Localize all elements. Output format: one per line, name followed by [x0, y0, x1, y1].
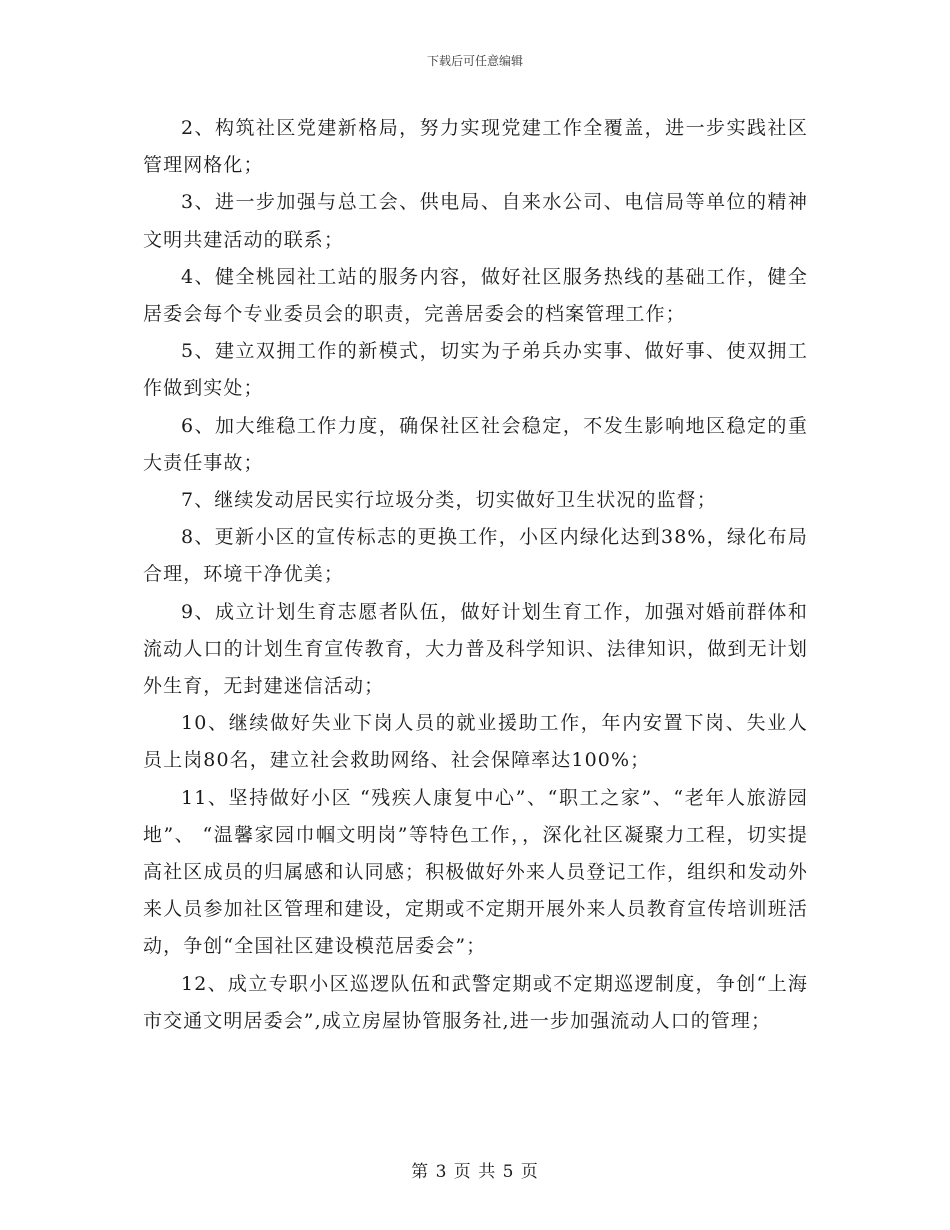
paragraph-item-12: 12、成立专职小区巡逻队伍和武警定期或不定期巡逻制度，争创“上海市交通文明居委会”,成立房屋协管服务社,进一步加强流动人口的管理；	[143, 972, 808, 1032]
paragraph-item-10: 10、继续做好失业下岗人员的就业援助工作，年内安置下岗、失业人员上岗80名，建立社会救助网络、社会保障率达100%；	[143, 712, 808, 772]
page-header: 下载后可任意编辑	[426, 54, 523, 68]
paragraph-item-11: 11、坚持做好小区 “残疾人康复中心”、“职工之家”、“老年人旅游园地”、 “温馨家园巾帼文明岗”等特色工作，，深化社区凝聚力工程，切实提高社区成员的归属感和认同感；积极做好外来人员登记工作，组织和发动外来人员参加社区管理和建设，定期或不定期开展外来人员教育宣传培训班活动，争创“全国社区建设模范居委会”；	[143, 786, 808, 958]
paragraph-item-4: 4、健全桃园社工站的服务内容，做好社区服务热线的基础工作，健全居委会每个专业委员会的职责，完善居委会的档案管理工作；	[143, 265, 808, 326]
paragraph-item-3: 3、进一步加强与总工会、供电局、自来水公司、电信局等单位的精神文明共建活动的联系；	[143, 191, 808, 251]
paragraph-item-8: 8、更新小区的宣传标志的更换工作，小区内绿化达到38%，绿化布局合理，环境干净优美；	[143, 526, 808, 586]
paragraph-item-9: 9、成立计划生育志愿者队伍，做好计划生育工作，加强对婚前群体和流动人口的计划生育宣传教育，大力普及科学知识、法律知识，做到无计划外生育，无封建迷信活动；	[143, 600, 808, 698]
paragraph-item-2: 2、构筑社区党建新格局，努力实现党建工作全覆盖，进一步实践社区管理网格化；	[143, 117, 808, 177]
page-number-footer: 第 3 页 共 5 页	[411, 1162, 539, 1182]
document-body	[143, 110, 808, 1040]
paragraph-item-7: 7、继续发动居民实行垃圾分类，切实做好卫生状况的监督；	[181, 489, 717, 512]
paragraph-item-6: 6、加大维稳工作力度，确保社区社会稳定，不发生影响地区稳定的重大责任事故；	[143, 414, 808, 474]
paragraph-item-5: 5、建立双拥工作的新模式，切实为子弟兵办实事、做好事、使双拥工作做到实处；	[143, 340, 808, 400]
